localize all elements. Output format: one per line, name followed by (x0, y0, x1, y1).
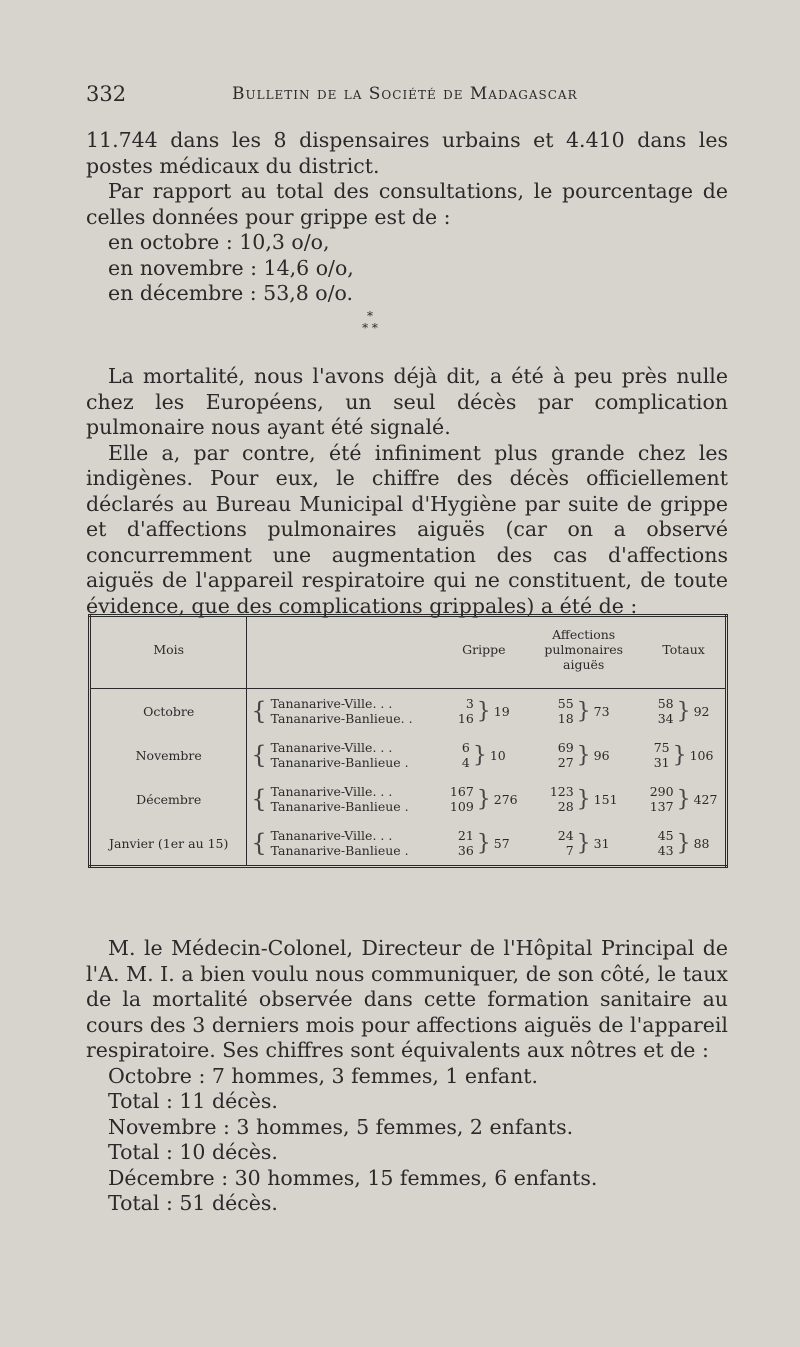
table-row (90, 733, 727, 777)
stat-line: Octobre : 7 hommes, 3 femmes, 1 enfant. (108, 1063, 539, 1088)
paragraph: 11.744 dans les 8 dispensaires urbains et 4.410 dans les postes médicaux du district. (86, 128, 728, 178)
col-header-grippe: Grippe (442, 616, 525, 689)
running-title: Bulletin de la Société de Madagascar (232, 84, 578, 104)
value: 290 (649, 784, 674, 799)
cell-mois: Décembre (136, 791, 202, 807)
table-row (90, 689, 727, 734)
subtotal: 427 (693, 791, 718, 807)
value: 109 (449, 799, 474, 814)
table-row (90, 777, 727, 821)
cell-mois: Janvier (1er au 15) (109, 835, 229, 851)
percentage-line: en décembre : 53,8 o/o. (108, 281, 354, 305)
value: 69 (557, 740, 574, 755)
stat-line: Total : 11 décès. (108, 1089, 278, 1113)
stat-line: Total : 51 décès. (108, 1191, 278, 1215)
paragraph: La mortalité, nous l'avons déjà dit, a été à peu près nulle chez les Européens, un seul décès par complication pulmonaire nous ayant été signalé. (86, 364, 728, 439)
cell-lieu: { Tananarive-Ville. . . Tananarive-Banlieue. . (247, 689, 443, 734)
cell-grippe: 167 109 } 276 (449, 784, 518, 814)
value: 167 (449, 784, 474, 799)
value: 137 (649, 799, 674, 814)
percentage-line: en octobre : 10,3 o/o, (108, 230, 330, 254)
value: 16 (457, 711, 474, 726)
stat-line: Novembre : 3 hommes, 5 femmes, 2 enfants. (108, 1114, 574, 1139)
value: 18 (557, 711, 574, 726)
percentage-line: en novembre : 14,6 o/o, (108, 255, 354, 280)
cell-lieu: { Tananarive-Ville. . . Tananarive-Banlieue . (247, 733, 443, 777)
cell-lieu: { Tananarive-Ville. . . Tananarive-Banlieue . (247, 777, 443, 821)
value: 24 (557, 828, 574, 843)
table-row (90, 821, 727, 867)
cell-affections: 123 28 } 151 (549, 784, 618, 814)
cell-grippe: 3 16 } 19 (457, 696, 510, 726)
subtotal: 31 (593, 835, 610, 851)
lieu-banlieue: Tananarive-Banlieue . (270, 799, 409, 814)
value: 21 (457, 828, 474, 843)
subtotal: 106 (689, 747, 714, 763)
col-header-totaux: Totaux (642, 616, 726, 689)
text-block-top (86, 128, 728, 307)
page-header (86, 82, 726, 108)
value: 34 (657, 711, 674, 726)
col-header-mois: Mois (90, 616, 247, 689)
cell-mois: Novembre (135, 747, 202, 763)
value: 31 (653, 755, 670, 770)
cell-affections: 55 18 } 73 (557, 696, 610, 726)
cell-totaux: 45 43 } 88 (657, 828, 710, 858)
mortality-table (88, 614, 728, 868)
col-header-lieu (247, 616, 443, 689)
value: 123 (549, 784, 574, 799)
lieu-ville: Tananarive-Ville. . . (270, 696, 393, 711)
value: 43 (657, 843, 674, 858)
lieu-ville: Tananarive-Ville. . . (270, 740, 393, 755)
value: 36 (457, 843, 474, 858)
cell-totaux: 58 34 } 92 (657, 696, 710, 726)
subtotal: 276 (493, 791, 518, 807)
cell-affections: 69 27 } 96 (557, 740, 610, 770)
subtotal: 88 (693, 835, 710, 851)
cell-totaux: 290 137 } 427 (649, 784, 718, 814)
page-number: 332 (86, 82, 127, 106)
text-block-mid (86, 364, 728, 619)
value: 27 (557, 755, 574, 770)
cell-lieu: { Tananarive-Ville. . . Tananarive-Banlieue . (247, 821, 443, 867)
value: 45 (657, 828, 674, 843)
value: 75 (653, 740, 670, 755)
text-block-bottom (86, 936, 728, 1217)
paragraph: Par rapport au total des consultations, le pourcentage de celles données pour grippe est de : (86, 179, 728, 229)
cell-mois: Octobre (143, 703, 195, 719)
subtotal: 10 (489, 747, 506, 763)
subtotal: 151 (593, 791, 618, 807)
section-separator (350, 310, 390, 334)
subtotal: 19 (493, 703, 510, 719)
separator-line: * * (362, 321, 378, 335)
stat-line: Décembre : 30 hommes, 15 femmes, 6 enfants. (108, 1165, 598, 1190)
cell-grippe: 21 36 } 57 (457, 828, 510, 858)
lieu-banlieue: Tananarive-Banlieue . (270, 755, 409, 770)
cell-grippe: 6 4 } 10 (461, 740, 506, 770)
subtotal: 92 (693, 703, 710, 719)
subtotal: 96 (593, 747, 610, 763)
cell-totaux: 75 31 } 106 (653, 740, 714, 770)
lieu-banlieue: Tananarive-Banlieue . (270, 843, 409, 858)
value: 3 (465, 696, 474, 711)
value: 7 (565, 843, 574, 858)
paragraph: Elle a, par contre, été infiniment plus grande chez les indigènes. Pour eux, le chiffre des décès officiellement déclarés au Bureau Municipal d'Hygiène par suite de grippe et d'affections pulmonaires aiguës (car on a observé concurremment une augmentation des cas d'affections aiguës de l'appareil respiratoire qui ne constituent, de toute évidence, que des complications grippales) a été de : (86, 440, 728, 618)
value: 6 (461, 740, 470, 755)
lieu-banlieue: Tananarive-Banlieue. . (270, 711, 413, 726)
cell-affections: 24 7 } 31 (557, 828, 610, 858)
paragraph: M. le Médecin-Colonel, Directeur de l'Hôpital Principal de l'A. M. I. a bien voulu nous communiquer, de son côté, le taux de la mortalité observée dans cette formation sanitaire au cours des 3 derniers mois pour affections aiguës de l'appareil respiratoire. Ses chiffres sont équivalents aux nôtres et de : (86, 936, 728, 1062)
lieu-ville: Tananarive-Ville. . . (270, 828, 393, 843)
separator-line: * (367, 309, 373, 323)
value: 55 (557, 696, 574, 711)
subtotal: 73 (593, 703, 610, 719)
value: 4 (461, 755, 470, 770)
value: 28 (557, 799, 574, 814)
lieu-ville: Tananarive-Ville. . . (270, 784, 393, 799)
table-header-row (90, 616, 727, 689)
stat-line: Total : 10 décès. (108, 1140, 278, 1164)
subtotal: 57 (493, 835, 510, 851)
value: 58 (657, 696, 674, 711)
col-header-affections: Affections pulmonaires aiguës (525, 616, 642, 689)
